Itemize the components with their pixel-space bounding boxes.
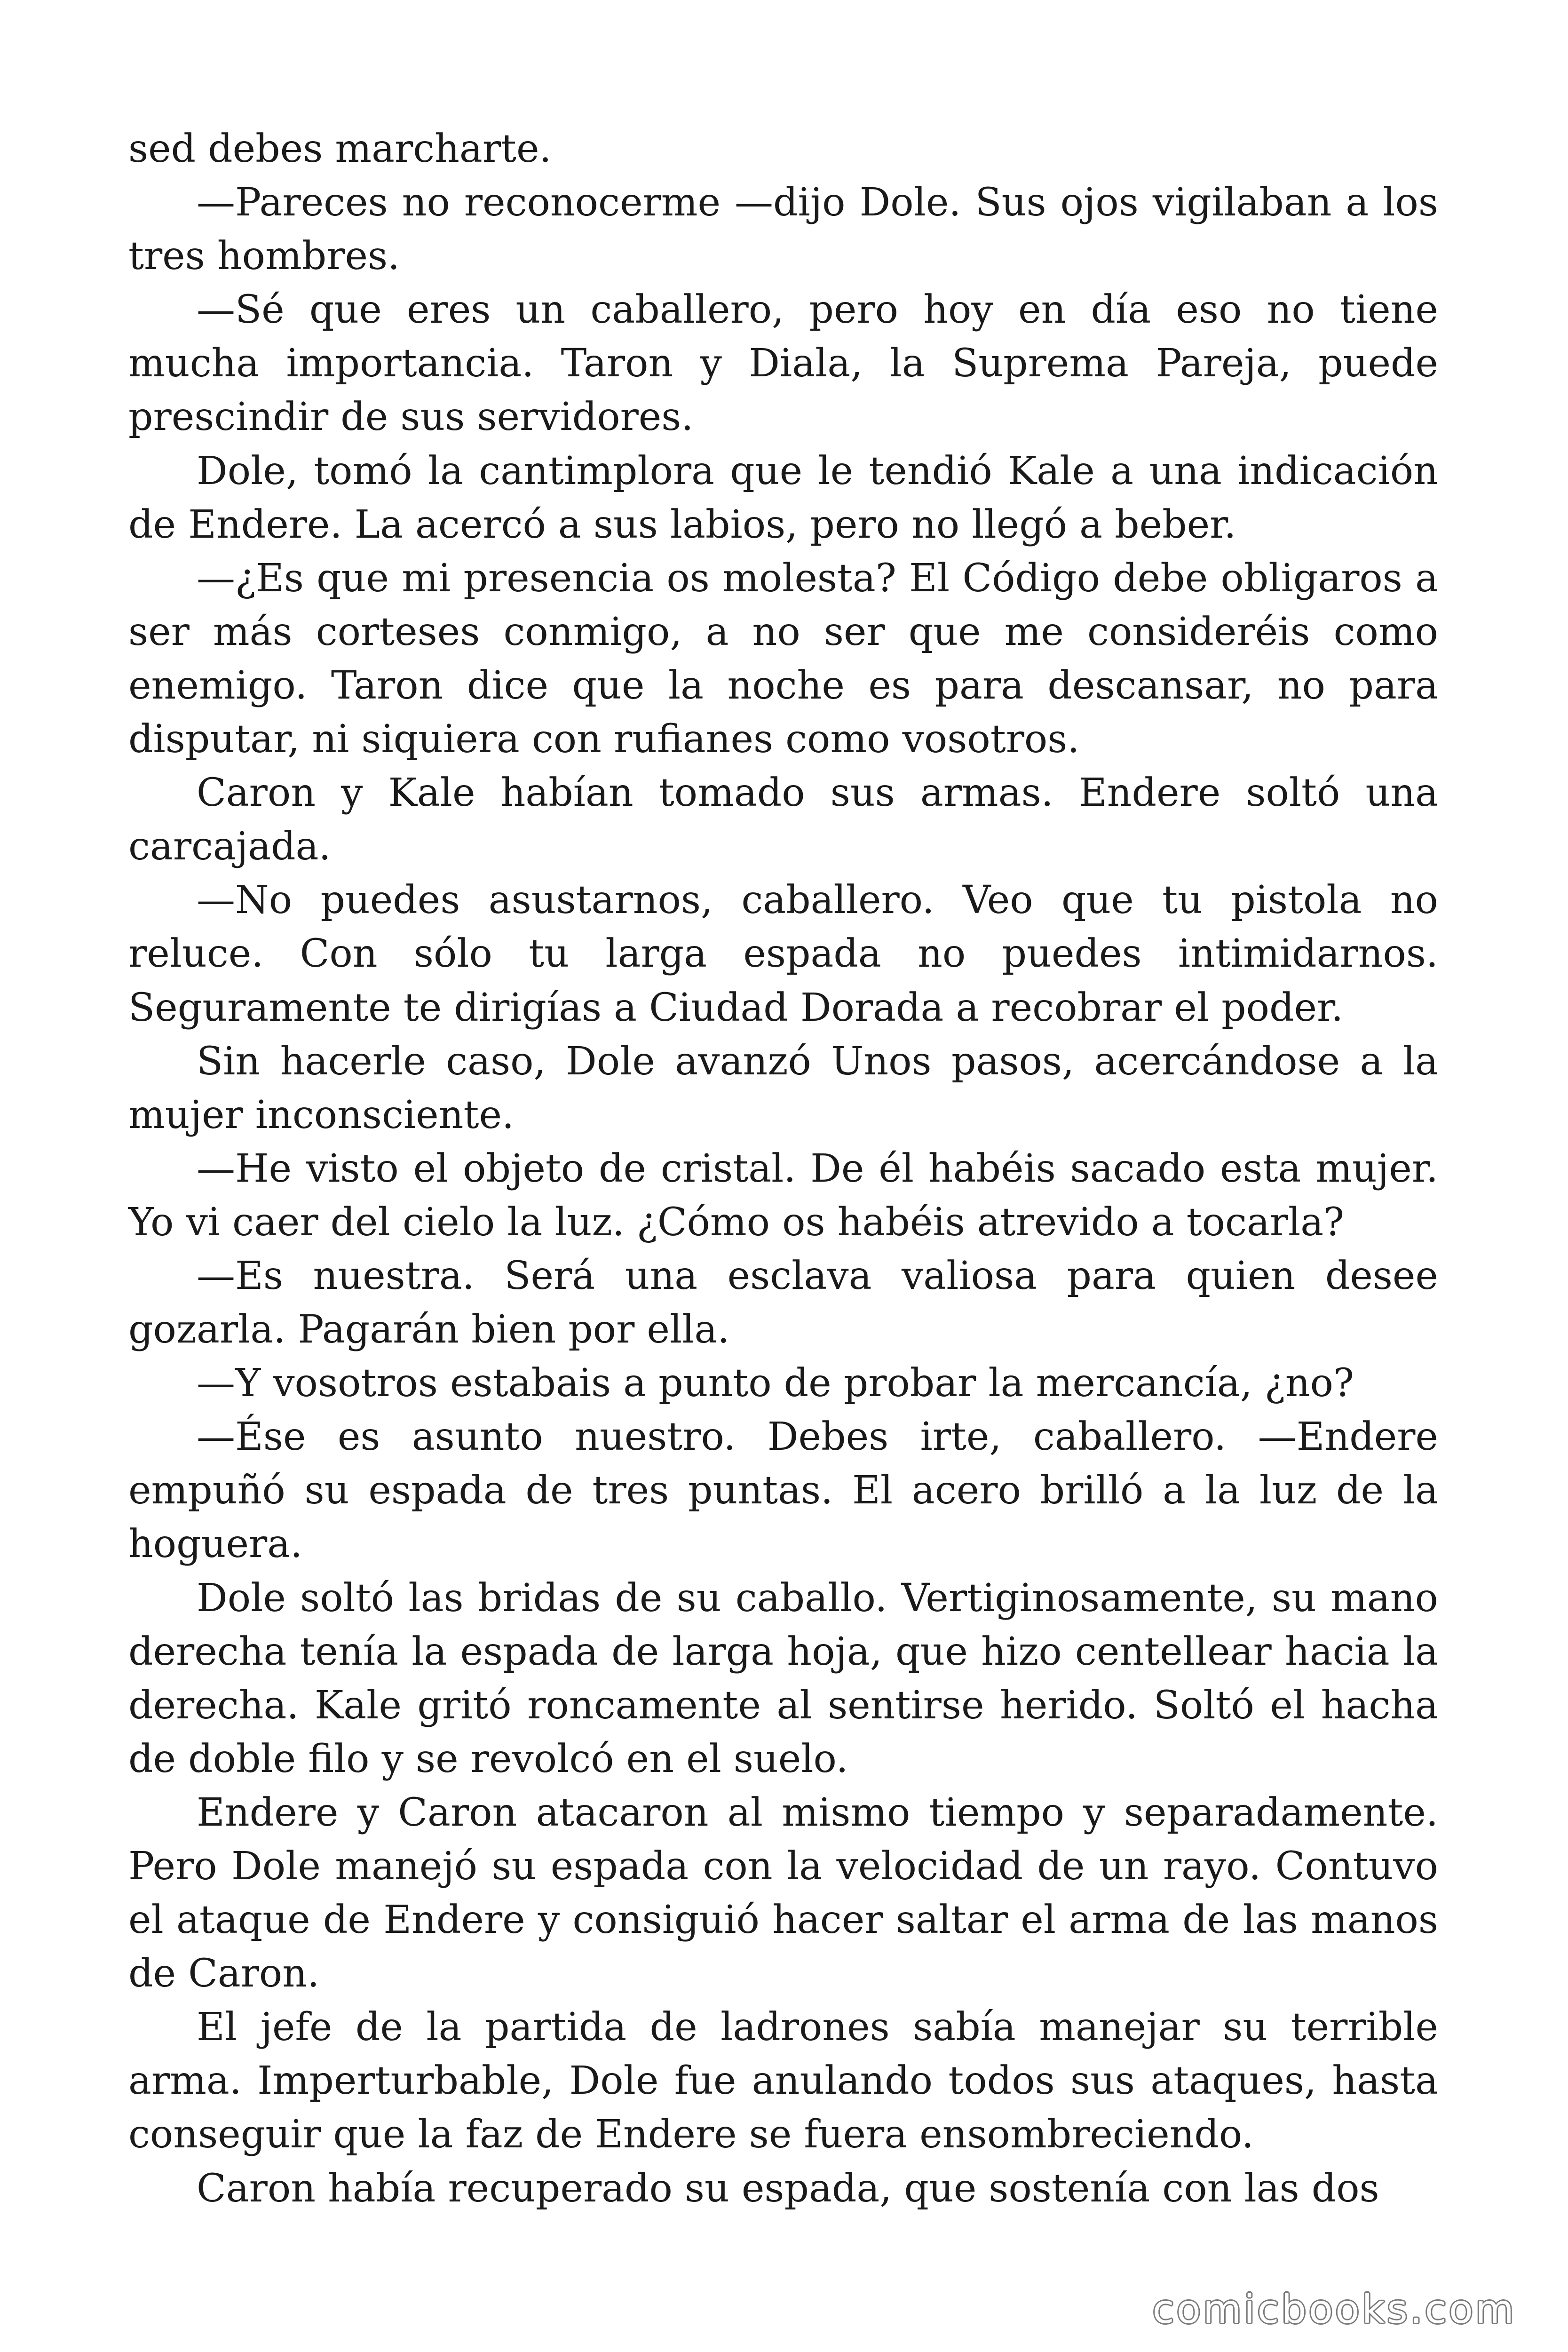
- paragraph-3: —Sé que eres un caballero, pero hoy en día eso no tiene mucha importancia. Taron y Diala, la Suprema Pareja, puede prescindir de sus servidores.: [128, 287, 1438, 440]
- watermark: comicbooks.com: [1152, 2286, 1516, 2332]
- paragraph-1: sed debes marcharte.: [128, 127, 552, 171]
- paragraph-8: Sin hacerle caso, Dole avanzó Unos pasos, acercándose a la mujer inconsciente.: [128, 1039, 1438, 1137]
- paragraph-2: —Pareces no reconocerme —dijo Dole. Sus ojos vigilaban a los tres hombres.: [128, 180, 1438, 279]
- paragraph-7: —No puedes asustarnos, caballero. Veo que tu pistola no reluce. Con sólo tu larga espada no puedes intimidarnos. Seguramente te dirigías a Ciudad Dorada a recobrar el poder.: [128, 878, 1438, 1030]
- body-text: [128, 122, 1438, 2216]
- paragraph-6: Caron y Kale habían tomado sus armas. Endere soltó una carcajada.: [128, 771, 1438, 869]
- paragraph-11: —Y vosotros estabais a punto de probar la mercancía, ¿no?: [197, 1361, 1354, 1406]
- paragraph-14: Endere y Caron atacaron al mismo tiempo y separadamente. Pero Dole manejó su espada con la velocidad de un rayo. Contuvo el ataque de Endere y consiguió hacer saltar el arma de las manos de Caron.: [128, 1790, 1438, 1996]
- paragraph-5: —¿Es que mi presencia os molesta? El Código debe obligaros a ser más corteses conmigo, a no ser que me consideréis como enemigo. Taron dice que la noche es para descansar, no para disputar, ni siquiera con rufianes como vosotros.: [128, 556, 1438, 762]
- paragraph-10: —Es nuestra. Será una esclava valiosa para quien desee gozarla. Pagarán bien por ella.: [128, 1253, 1438, 1352]
- paragraph-16: Caron había recuperado su espada, que sostenía con las dos: [197, 2166, 1379, 2211]
- paragraph-13: Dole soltó las bridas de su caballo. Vertiginosamente, su mano derecha tenía la espada de larga hoja, que hizo centellear hacia la derecha. Kale gritó roncamente al sentirse herido. Soltó el hacha de doble filo y se revolcó en el suelo.: [128, 1575, 1438, 1781]
- paragraph-15: El jefe de la partida de ladrones sabía manejar su terrible arma. Imperturbable, Dole fue anulando todos sus ataques, hasta conseguir que la faz de Endere se fuera ensombreciendo.: [128, 2005, 1438, 2157]
- paragraph-12: —Ése es asunto nuestro. Debes irte, caballero. —Endere empuñó su espada de tres puntas. El acero brilló a la luz de la hoguera.: [128, 1414, 1438, 1567]
- paragraph-4: Dole, tomó la cantimplora que le tendió Kale a una indicación de Endere. La acercó a sus labios, pero no llegó a beber.: [128, 448, 1438, 547]
- paragraph-9: —He visto el objeto de cristal. De él habéis sacado esta mujer. Yo vi caer del cielo la luz. ¿Cómo os habéis atrevido a tocarla?: [128, 1146, 1438, 1245]
